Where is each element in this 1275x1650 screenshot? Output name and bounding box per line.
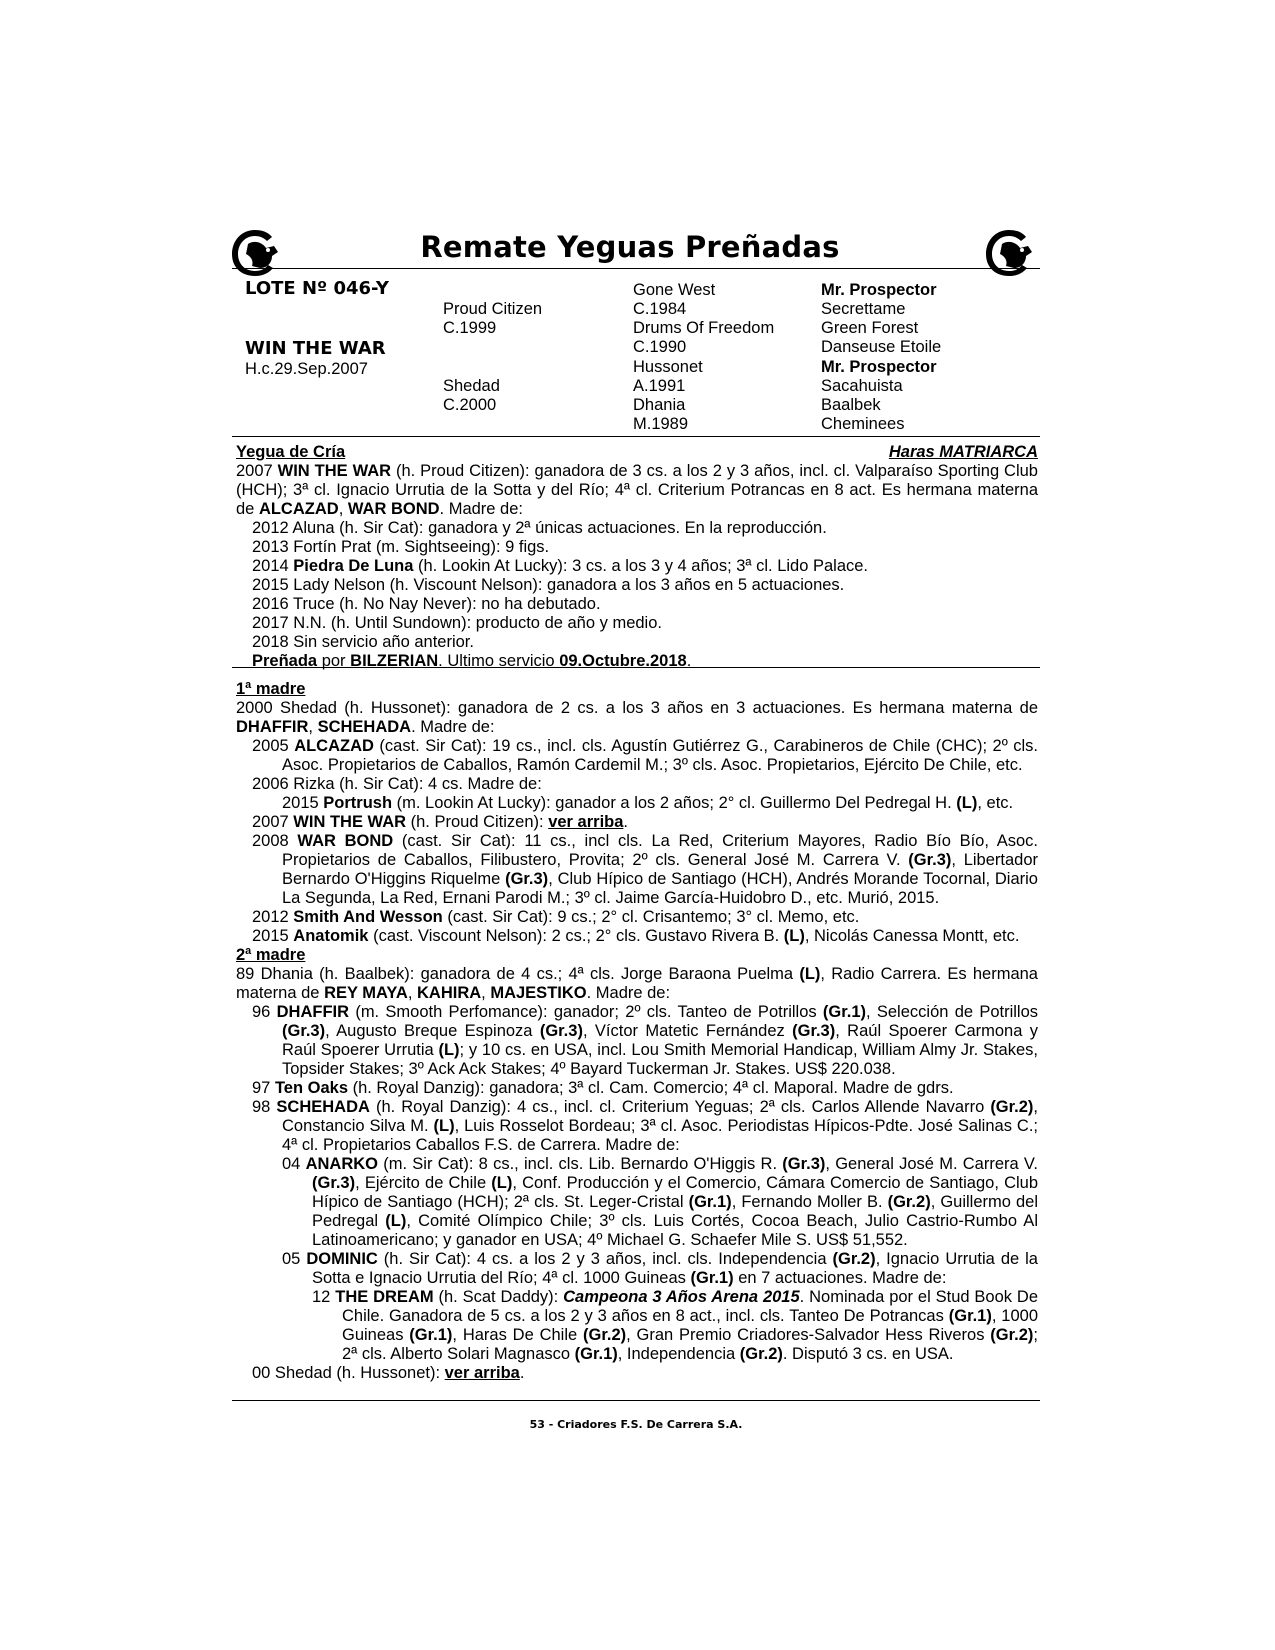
lot-number: LOTE Nº 046-Y: [245, 278, 389, 299]
ver-arriba-link[interactable]: ver arriba: [444, 1364, 520, 1382]
madre1-2007: 2007 WIN THE WAR (h. Proud Citizen): ver arriba.: [252, 813, 628, 831]
pedigree-col3-3: Drums Of Freedom: [633, 319, 775, 337]
madre2-04: 04 ANARKO (m. Sir Cat): 8 cs., incl. cls. Lib. Bernardo O'Higgis R. (Gr.3), General José M. Carrera V. (Gr.3), Ejército de Chile (L), Conf. Producción y el Comercio, Cámara Comercio de Santiago, Club Hípico de Santiago (HCH); 2ª cls. St. Leger-Cristal (Gr.1), Fernando Moller B. (Gr.2), Guillermo del Pedregal (L), Comité Olímpico Chile; 3º cls. Luis Cortés, Cocoa Beach, Julio Castrio-Rumbo Al Latinoamericano; y ganador en USA; 4º Michael G. Schaefer Mile S. US$ 51,552.: [282, 1155, 1039, 1249]
madre2-98: 98 SCHEHADA (h. Royal Danzig): 4 cs., incl. cl. Criterium Yeguas; 2ª cls. Carlos Allende Navarro (Gr.2), Constancio Silva M. (L), Luis Rosselot Bordeau; 3ª cl. Asoc. Periodistas Hípicos-Pdte. José Salinas C.; 4ª cl. Propietarios Caballos F.S. de Carrera. Madre de:: [252, 1098, 1039, 1154]
madre2-intro: 89 Dhania (h. Baalbek): ganadora de 4 cs.; 4ª cls. Jorge Baraona Puelma (L), Radio Carrera. Es hermana materna de REY MAYA, KAHIRA, MAJESTIKO. Madre de:: [236, 965, 1038, 1002]
madre2-97: 97 Ten Oaks (h. Royal Danzig): ganadora; 3ª cl. Cam. Comercio; 4ª cl. Maporal. Madre de gdrs.: [252, 1079, 954, 1097]
horse-head-logo-icon: [982, 226, 1036, 280]
product-2016: 2016 Truce (h. No Nay Never): no ha debutado.: [252, 595, 601, 613]
madre1-2005: 2005 ALCAZAD (cast. Sir Cat): 19 cs., incl. cls. Agustín Gutiérrez G., Carabineros de Chile (CHC); 2º cls. Asoc. Propietarios de Caballos, Ramón Cardemil M.; 3º cls. Asoc. Propietarios, Ejército De Chile, etc.: [252, 737, 1038, 774]
pedigree-sire: Proud Citizen: [443, 300, 543, 318]
page-title: Remate Yeguas Preñadas: [420, 230, 840, 264]
haras-name: Haras MATRIARCA: [888, 443, 1038, 461]
pedigree-col4-2: Secrettame: [821, 300, 906, 318]
product-2014: 2014 Piedra De Luna (h. Lookin At Lucky): 3 cs. a los 3 y 4 años; 3ª cl. Lido Palace.: [252, 557, 869, 575]
yegua-section: [236, 443, 1038, 671]
pedigree-col3-6: A.1991: [633, 377, 686, 395]
pedigree-col4-3: Green Forest: [821, 319, 919, 337]
madre2-12: 12 THE DREAM (h. Scat Daddy): Campeona 3 Años Arena 2015. Nominada por el Stud Book De Chile. Ganadora de 5 cs. a los 2 y 3 años en 8 act., incl. cls. Tanteo De Potrancas (Gr.1), 1000 Guineas (Gr.1), Haras De Chile (Gr.2), Gran Premio Criadores-Salvador Hess Riveros (Gr.2); 2ª cls. Alberto Solari Magnasco (Gr.1), Independencia (Gr.2). Disputó 3 cs. en USA.: [312, 1288, 1039, 1363]
madre1-heading: 1ª madre: [236, 680, 306, 698]
lot-name: WIN THE WAR: [245, 338, 386, 359]
pedigree-sire-info: C.1999: [443, 319, 497, 337]
madre2-00: 00 Shedad (h. Hussonet): ver arriba.: [252, 1364, 525, 1382]
madres-section: [236, 680, 1038, 1383]
header-rule: [232, 268, 1040, 269]
pedigree-col4-1: Mr. Prospector: [821, 281, 937, 299]
product-2017: 2017 N.N. (h. Until Sundown): producto de año y medio.: [252, 614, 662, 632]
madre2-05: 05 DOMINIC (h. Sir Cat): 4 cs. a los 2 y 3 años, incl. cls. Independencia (Gr.2), Ignacio Urrutia de la Sotta e Ignacio Urrutia del Río; 4ª cl. 1000 Guineas (Gr.1) en 7 actuaciones. Madre de:: [282, 1250, 1038, 1287]
madre1-2006-product: 2015 Portrush (m. Lookin At Lucky): ganador a los 2 años; 2° cl. Guillermo Del Pedregal H. (L), etc.: [282, 794, 1014, 812]
pedigree-col3-2: C.1984: [633, 300, 687, 318]
horse-head-logo-icon: [228, 226, 282, 280]
product-2012: 2012 Aluna (h. Sir Cat): ganadora y 2ª únicas actuaciones. En la reproducción.: [252, 519, 827, 537]
pedigree-col3-1: Gone West: [633, 281, 716, 299]
pedigree-col3-4: C.1990: [633, 338, 687, 356]
ver-arriba-link[interactable]: ver arriba: [548, 813, 624, 831]
yegua-header: [236, 443, 1038, 462]
yegua-heading: Yegua de Cría: [236, 443, 346, 461]
lot-info: H.c.29.Sep.2007: [245, 360, 368, 378]
pedigree-col4-4: Danseuse Etoile: [821, 338, 942, 356]
product-2013: 2013 Fortín Prat (m. Sightseeing): 9 figs.: [252, 538, 550, 556]
section-rule: [232, 667, 1040, 668]
pregnancy-line: Preñada por BILZERIAN. Ultimo servicio 09.Octubre.2018.: [252, 652, 692, 670]
pedigree-dam-info: C.2000: [443, 396, 497, 414]
pedigree-col3-7: Dhania: [633, 396, 686, 414]
pedigree-col3-8: M.1989: [633, 415, 689, 433]
madre1-2008: 2008 WAR BOND (cast. Sir Cat): 11 cs., incl cls. La Red, Criterium Mayores, Radio Bío Bío, Asoc. Propietarios de Caballos, Filibustero, Provita; 2º cls. General José M. Carrera V. (Gr.3), Libertador Bernardo O'Higgins Riquelme (Gr.3), Club Hípico de Santiago (HCH), Andrés Morande Tocornal, Diario La Segunda, La Red, Ernani Parodi M.; 3º cl. Jaime García-Huidobro D., etc. Murió, 2015.: [252, 832, 1039, 907]
madre2-96: 96 DHAFFIR (m. Smooth Perfomance): ganador; 2º cls. Tanteo de Potrillos (Gr.1), Selección de Potrillos (Gr.3), Augusto Breque Espinoza (Gr.3), Víctor Matetic Fernández (Gr.3), Raúl Spoerer Carmona y Raúl Spoerer Urrutia (L); y 10 cs. en USA, incl. Lou Smith Memorial Handicap, William Almy Jr. Stakes, Topsider Stakes; 3º Ack Ack Stakes; 4º Bayard Tuckerman Jr. Stakes. US$ 220.038.: [252, 1003, 1039, 1078]
madre1-intro: 2000 Shedad (h. Hussonet): ganadora de 2 cs. a los 3 años en 3 actuaciones. Es hermana materna de DHAFFIR, SCHEHADA. Madre de:: [236, 699, 1038, 736]
footer-rule: [232, 1400, 1040, 1401]
pedigree-col4-8: Cheminees: [821, 415, 905, 433]
pedigree-dam: Shedad: [443, 377, 500, 395]
product-2015: 2015 Lady Nelson (h. Viscount Nelson): ganadora a los 3 años en 5 actuaciones.: [252, 576, 845, 594]
madre2-heading: 2ª madre: [236, 946, 306, 964]
product-2018: 2018 Sin servicio año anterior.: [252, 633, 474, 651]
pedigree-col3-5: Hussonet: [633, 358, 703, 376]
madre1-2006: 2006 Rizka (h. Sir Cat): 4 cs. Madre de:: [252, 775, 542, 793]
pedigree-rule: [232, 436, 1040, 437]
madre1-2015: 2015 Anatomik (cast. Viscount Nelson): 2 cs.; 2° cls. Gustavo Rivera B. (L), Nicolás Canessa Montt, etc.: [252, 927, 1020, 945]
pedigree-col4-6: Sacahuista: [821, 377, 903, 395]
madre1-2012: 2012 Smith And Wesson (cast. Sir Cat): 9 cs.; 2° cl. Crisantemo; 3° cl. Memo, etc.: [252, 908, 860, 926]
yegua-intro: 2007 WIN THE WAR (h. Proud Citizen): ganadora de 3 cs. a los 2 y 3 años, incl. cl. Valparaíso Sporting Club (HCH); 3ª cl. Ignacio Urrutia de la Sotta y del Río; 4ª cl. Criterium Potrancas en 8 act. Es hermana materna de ALCAZAD, WAR BOND. Madre de:: [236, 462, 1038, 518]
page-footer: 53 - Criadores F.S. De Carrera S.A.: [529, 1418, 743, 1431]
pedigree-col4-7: Baalbek: [821, 396, 881, 414]
pedigree-col4-5: Mr. Prospector: [821, 358, 937, 376]
